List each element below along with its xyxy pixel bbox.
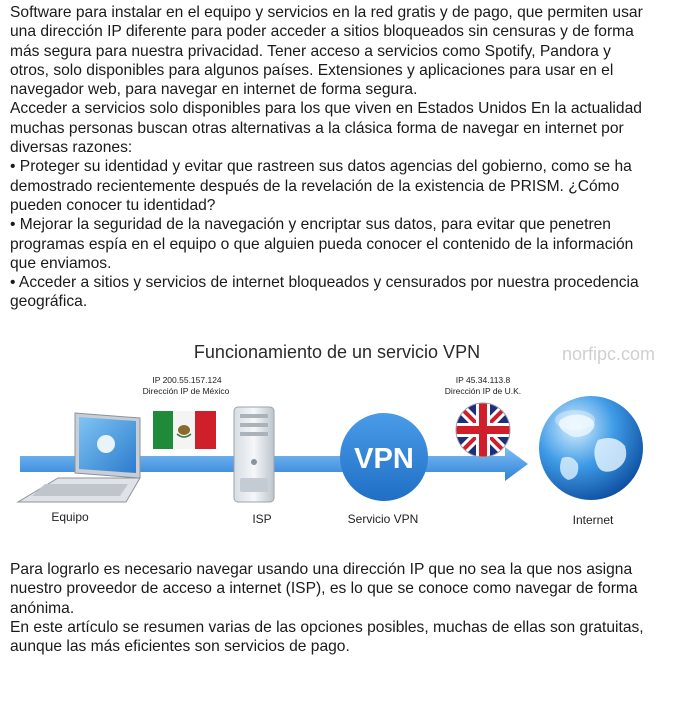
intro-line: • Proteger su identidad y evitar que rastreen sus datos agencias del gobierno, como se ha — [10, 158, 632, 176]
vpn-circle-text: VPN — [354, 443, 414, 475]
intro-line: otros, solo disponibles para algunos países. Extensiones y aplicaciones para usar en el — [10, 61, 614, 79]
node-internet-label: Internet — [572, 513, 614, 527]
node-isp-label: ISP — [252, 512, 272, 526]
intro-line: demostrado recientemente después de la revelación de la existencia de PRISM. ¿Cómo — [10, 177, 620, 195]
intro-line: • Mejorar la seguridad de la navegación y encriptar sus datos, para evitar que penetren — [10, 216, 611, 234]
isp-server-icon — [234, 407, 274, 502]
diagram-title: Funcionamiento de un servicio VPN — [193, 342, 481, 362]
uk-ip-label: Dirección IP de U.K. — [444, 386, 522, 396]
mexico-ip: IP 200.55.157.124 — [152, 375, 222, 385]
intro-line: que enviamos. — [10, 254, 112, 272]
uk-flag-icon — [455, 402, 511, 458]
mexico-ip-label: Dirección IP de México — [142, 386, 230, 396]
outro-line: Para lograrlo es necesario navegar usando una dirección IP que no sea la que nos asigna — [10, 561, 633, 578]
outro-line: anónima. — [10, 599, 75, 617]
intro-line: muchas personas buscan otras alternativas a la clásica forma de navegar en internet por — [10, 119, 624, 137]
intro-line: una dirección IP diferente para poder acceder a sitios bloqueados sin censuras y de forma — [10, 23, 634, 41]
outro-line: aunque las más eficientes son servicios de pago. — [10, 638, 350, 656]
intro-line: • Acceder a sitios y servicios de internet bloqueados y censurados por nuestra procedencia — [10, 274, 639, 292]
intro-line: Software para instalar en el equipo y servicios en la red gratis y de pago, que permiten usar — [10, 4, 643, 21]
intro-line: más segura para nuestra privacidad. Tener acceso a servicios como Spotify, Pandora y — [10, 42, 611, 60]
uk-ip: IP 45.34.113.8 — [455, 375, 511, 385]
outro-text — [10, 560, 666, 656]
mexico-flag-icon — [153, 411, 216, 449]
intro-line: pueden conocer tu identidad? — [10, 196, 216, 214]
intro-line: programas espía en el equipo o que alguien pueda conocer el contenido de la información — [10, 235, 634, 253]
intro-text — [10, 3, 666, 312]
vpn-service-icon — [340, 413, 428, 501]
intro-line: Acceder a servicios solo disponibles para los que viven en Estados Unidos En la actualidad — [10, 100, 642, 118]
watermark: norfipc.com — [561, 344, 655, 364]
node-equipo-label: Equipo — [51, 510, 89, 524]
vpn-diagram — [0, 330, 674, 540]
internet-globe-icon — [539, 396, 643, 500]
intro-line: geográfica. — [10, 293, 88, 311]
intro-line: navegador web, para navegar en internet de forma segura. — [10, 81, 418, 99]
outro-line: En este artículo se resumen varias de las opciones posibles, muchas de ellas son gratuitas, — [10, 618, 644, 636]
intro-line: diversas razones: — [10, 139, 133, 157]
node-vpn-label: Servicio VPN — [347, 512, 419, 526]
outro-line: nuestro proveedor de acceso a internet (ISP), es lo que se conoce como navegar de forma — [10, 580, 638, 598]
